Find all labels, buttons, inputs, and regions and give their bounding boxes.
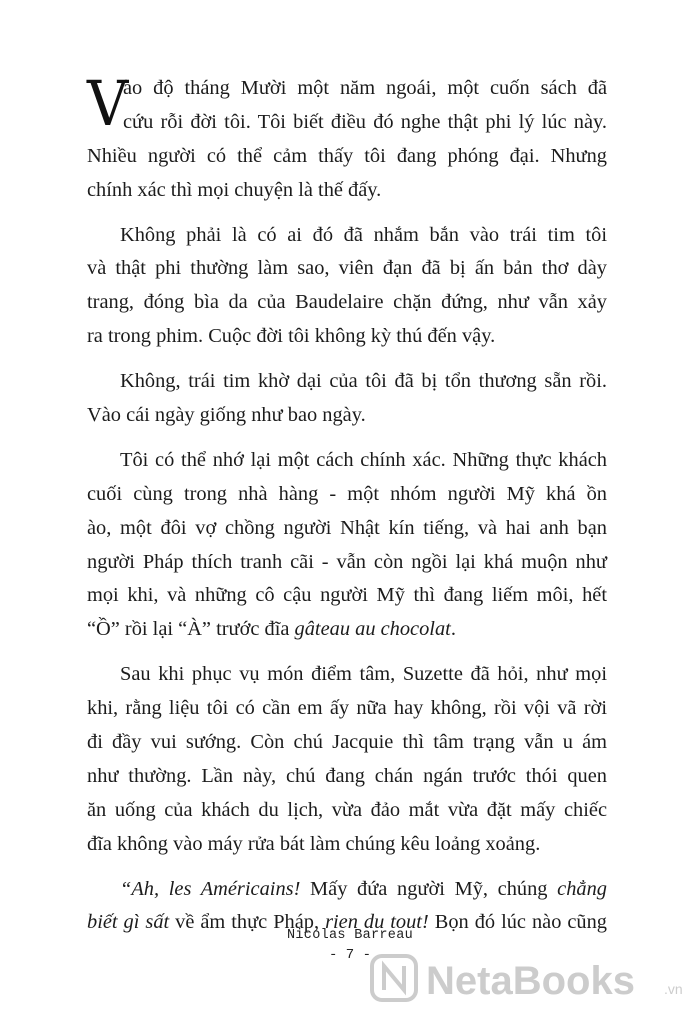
body-text (87, 67, 607, 940)
paragraph-1 (87, 67, 607, 208)
running-footer-author: Nicolas Barreau (286, 928, 414, 943)
text-line: mọi khi, và những cô cậu người Mỹ thì đang liếm môi, hết (87, 584, 607, 607)
text-line: chính xác thì mọi chuyện là thế đấy. (87, 178, 382, 201)
text-line: Vào cái ngày giống như bao ngày. (87, 404, 366, 427)
text-line: Không phải là có ai đó đã nhắm bắn vào trái tim tôi (120, 223, 607, 246)
text-line: Không, trái tim khờ dại của tôi đã bị tổn thương sẵn rồi. (120, 370, 607, 393)
paragraph-3 (87, 365, 607, 433)
drop-cap: V (87, 67, 129, 140)
text-line: đi đầy vui sướng. Còn chú Jacquie thì tâm trạng vẫn u ám (87, 731, 607, 754)
netabooks-logo-icon (368, 948, 688, 1010)
text-line: ào, một đôi vợ chồng người Nhật kín tiếng, và hai anh bạn (87, 516, 607, 539)
paragraph-4 (87, 444, 607, 647)
text-line: cứu rỗi đời tôi. Tôi biết điều đó nghe thật phi lý lúc này. (123, 110, 607, 133)
page-number: - 7 - (328, 947, 371, 963)
text-line: ra trong phim. Cuộc đời tôi không kỳ thú đến vậy. (87, 325, 496, 348)
text-line: Nhiều người có thể cảm thấy tôi đang phóng đại. Nhưng (87, 144, 607, 167)
text-line: ào độ tháng Mười một năm ngoái, một cuốn sách đã (123, 77, 607, 99)
watermark-text: NetaBooks (426, 959, 635, 1003)
text-line: và thật phi thường làm sao, viên đạn đã bị ấn bản thơ dày (87, 257, 607, 280)
text-line: ăn uống của khách du lịch, vừa đảo mắt vừa đặt mấy chiếc (87, 798, 607, 821)
text-line: “Ah, les Américains! Mấy đứa người Mỹ, chúng chẳng (120, 877, 607, 900)
text-line: Tôi có thể nhớ lại một cách chính xác. Những thực khách (120, 448, 607, 471)
netabooks-watermark (368, 948, 688, 1010)
paragraph-2 (87, 219, 607, 355)
text-line: khi, rằng liệu tôi có cần em ấy nữa hay không, rồi vội vã rời (87, 697, 607, 720)
text-line: trang, đóng bìa da của Baudelaire chặn đứng, như vẫn xảy (87, 291, 607, 314)
logo-mark-icon (372, 956, 416, 1000)
text-line: biết gì sất về ẩm thực Pháp, rien du tout! Bọn đó lúc nào cũng (87, 911, 607, 934)
text-line: người Pháp thích tranh cãi - vẫn còn ngồi lại khá muộn như (87, 550, 607, 573)
text-line: cuối cùng trong nhà hàng - một nhóm người Mỹ khá ồn (87, 482, 607, 505)
paragraph-5 (87, 658, 607, 861)
watermark-suffix: .vn (664, 981, 683, 997)
text-line: đĩa không vào máy rửa bát làm chúng kêu loảng xoảng. (87, 832, 541, 855)
text-line: Sau khi phục vụ món điểm tâm, Suzette đã hỏi, như mọi (120, 663, 607, 686)
text-line: như thường. Lần này, chú đang chán ngán trước thói quen (87, 764, 607, 787)
text-line: “Ồ” rồi lại “À” trước đĩa gâteau au chocolat. (87, 618, 456, 641)
